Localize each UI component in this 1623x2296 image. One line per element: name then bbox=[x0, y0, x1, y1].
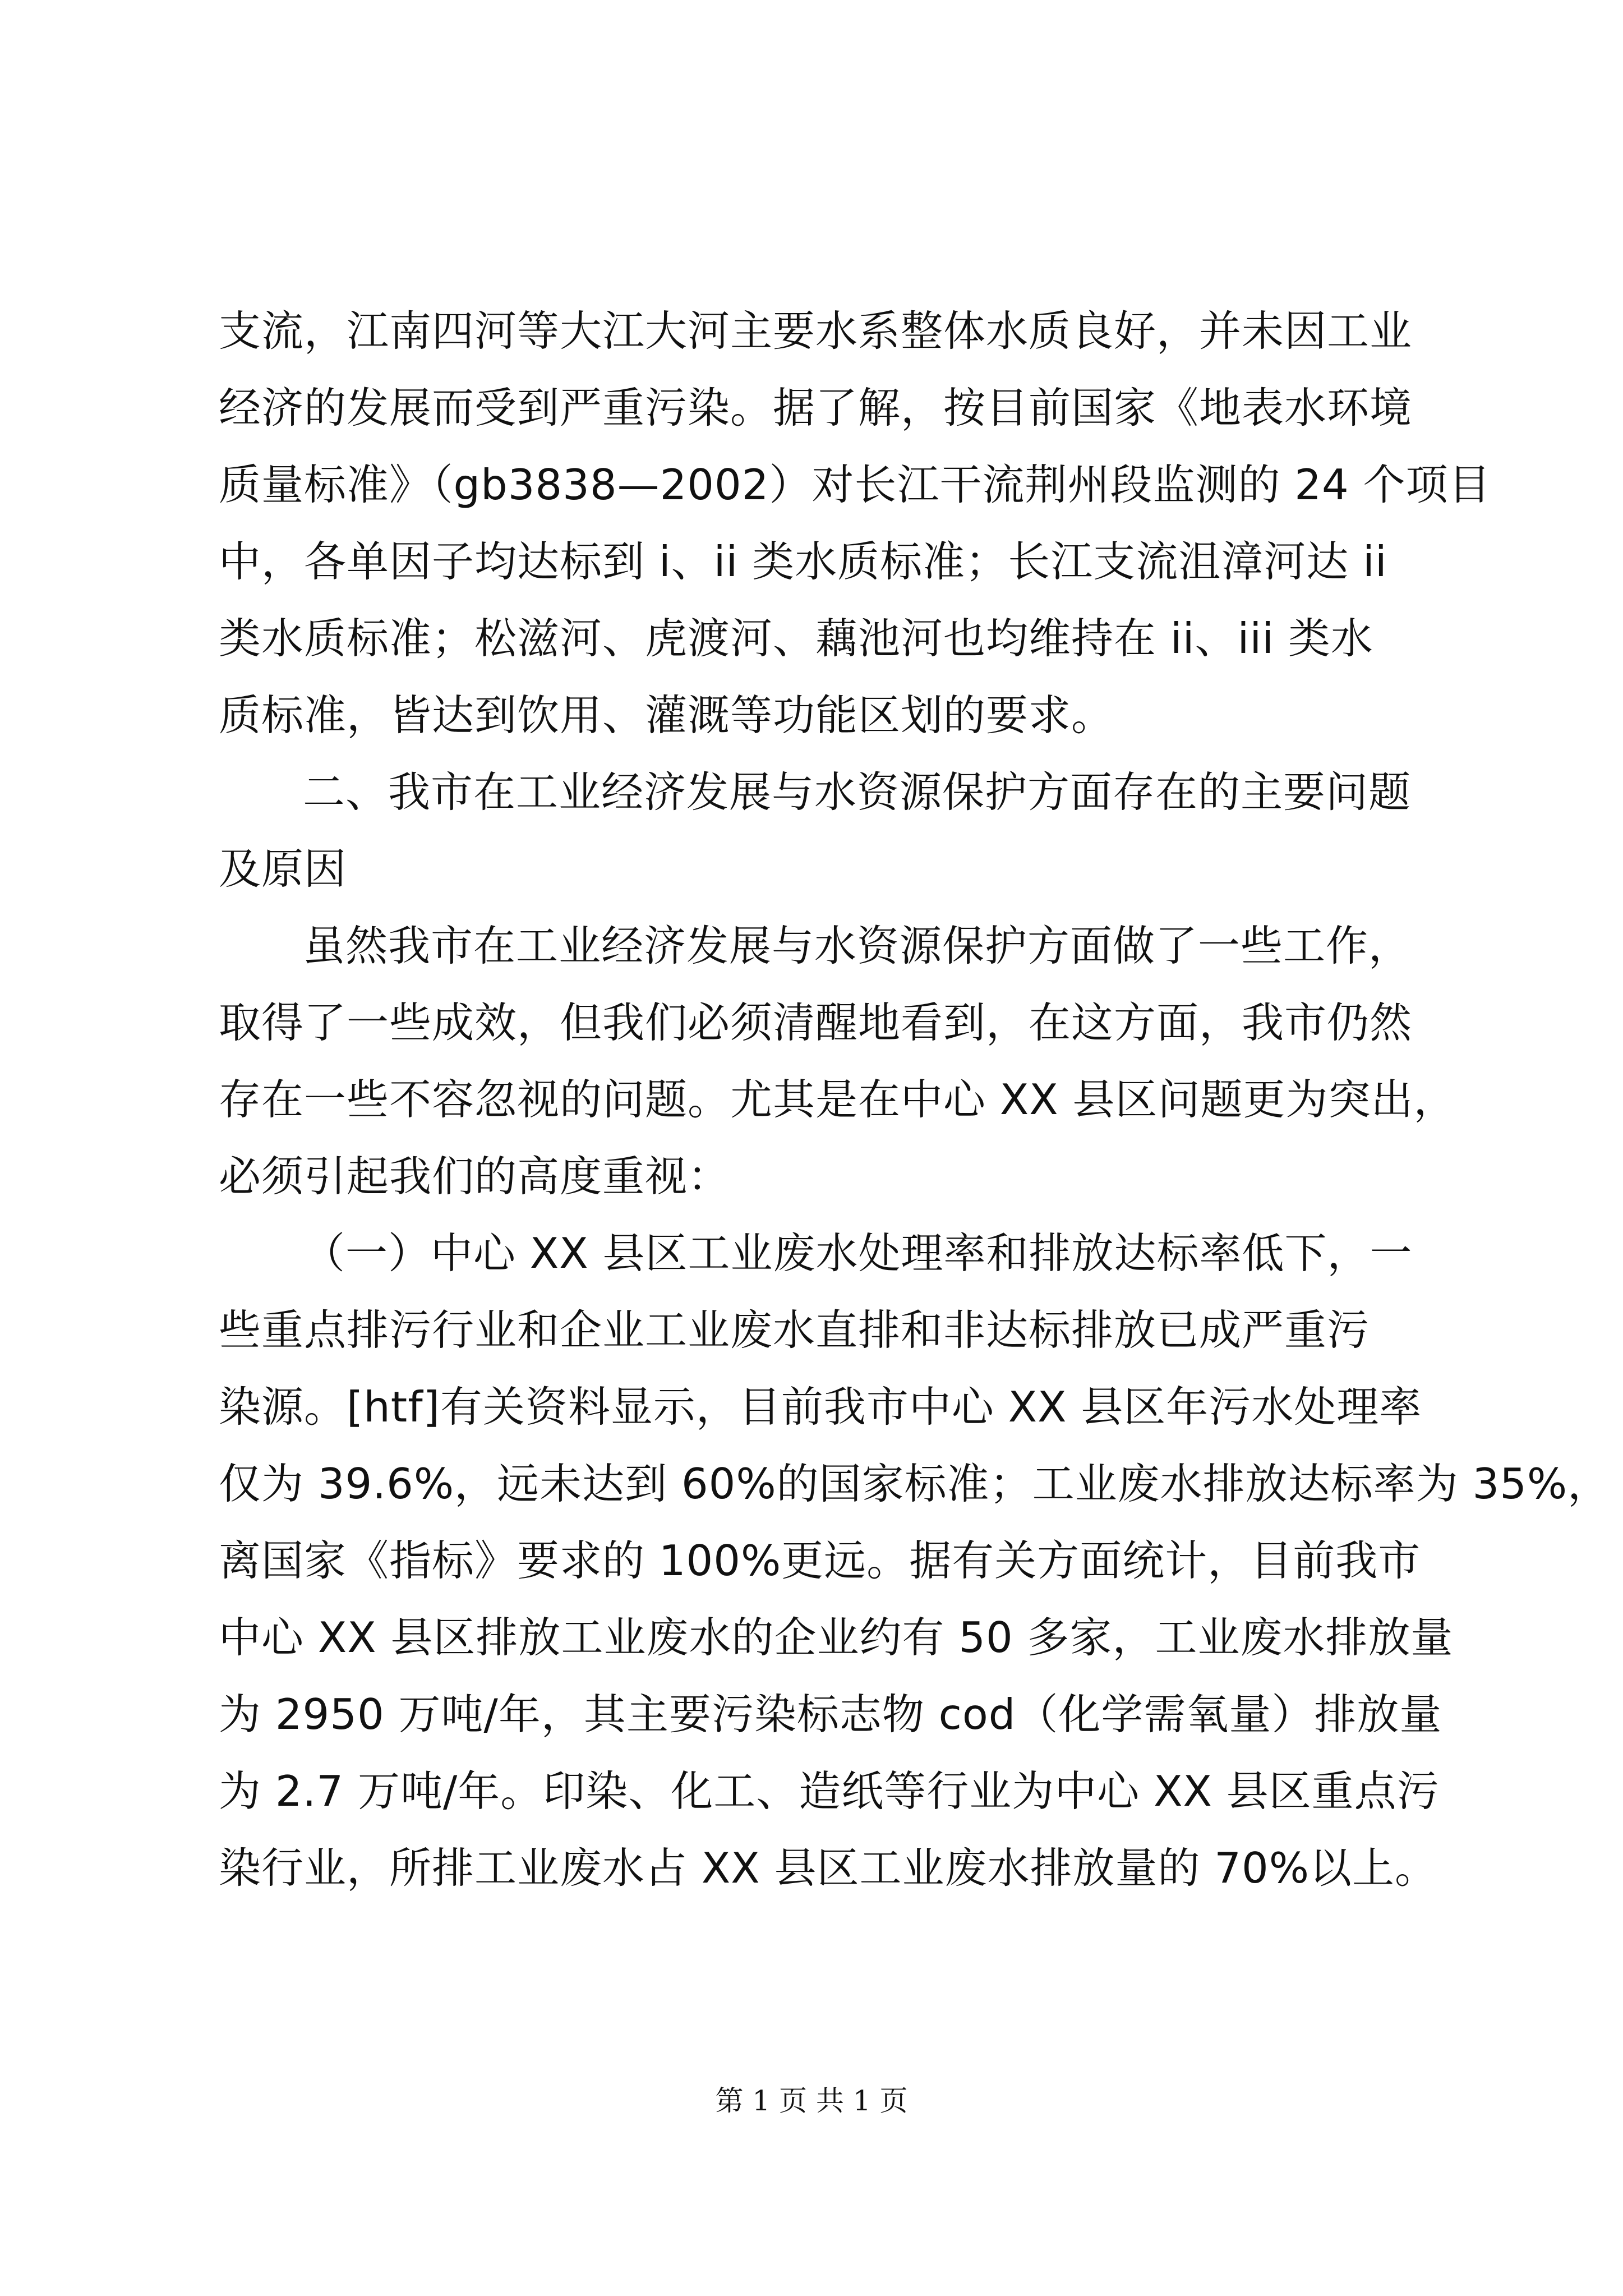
page-number-footer: 第 1 页 共 1 页 bbox=[715, 2085, 908, 2117]
text-line: 离国家《指标》要求的 100%更远。据有关方面统计，目前我市 bbox=[219, 1536, 1421, 1585]
text-line: 染行业，所排工业废水占 XX 县区工业废水排放量的 70%以上。 bbox=[219, 1843, 1437, 1893]
section-heading: 二、我市在工业经济发展与水资源保护方面存在的主要问题 bbox=[303, 767, 1412, 817]
text-line: 支流，江南四河等大江大河主要水系整体水质良好，并未因工业 bbox=[219, 306, 1413, 356]
text-line: 为 2950 万吨/年，其主要污染标志物 cod（化学需氧量）排放量 bbox=[219, 1690, 1442, 1739]
text-line: 经济的发展而受到严重污染。据了解，按目前国家《地表水环境 bbox=[219, 383, 1413, 432]
text-line: 中心 XX 县区排放工业废水的企业约有 50 多家，工业废水排放量 bbox=[219, 1613, 1454, 1662]
text-line: 中，各单因子均达标到 i、ii 类水质标准；长江支流沮漳河达 ii bbox=[219, 537, 1387, 586]
subsection-heading: （一）中心 XX 县区工业废水处理率和排放达标率低下，一 bbox=[303, 1228, 1413, 1278]
text-line: 质标准，皆达到饮用、灌溉等功能区划的要求。 bbox=[219, 691, 1114, 740]
text-line: 取得了一些成效，但我们必须清醒地看到，在这方面，我市仍然 bbox=[219, 998, 1413, 1047]
text-line: 存在一些不容忽视的问题。尤其是在中心 XX 县区问题更为突出， bbox=[219, 1075, 1456, 1124]
text-line: 仅为 39.6%，远未达到 60%的国家标准；工业废水排放达标率为 35%， bbox=[219, 1459, 1611, 1508]
section-heading-continuation: 及原因 bbox=[219, 844, 347, 894]
text-line: 些重点排污行业和企业工业废水直排和非达标排放已成严重污 bbox=[219, 1305, 1370, 1355]
text-line: 质量标准》（gb3838—2002）对长江干流荆州段监测的 24 个项目 bbox=[219, 460, 1491, 509]
text-line: 必须引起我们的高度重视： bbox=[219, 1152, 731, 1201]
paragraph-start: 虽然我市在工业经济发展与水资源保护方面做了一些工作， bbox=[303, 921, 1412, 970]
text-line: 为 2.7 万吨/年。印染、化工、造纸等行业为中心 XX 县区重点污 bbox=[219, 1766, 1440, 1816]
text-line: 染源。[htf]有关资料显示，目前我市中心 XX 县区年污水处理率 bbox=[219, 1382, 1422, 1432]
text-line: 类水质标准；松滋河、虎渡河、藕池河也均维持在 ii、iii 类水 bbox=[219, 614, 1373, 663]
